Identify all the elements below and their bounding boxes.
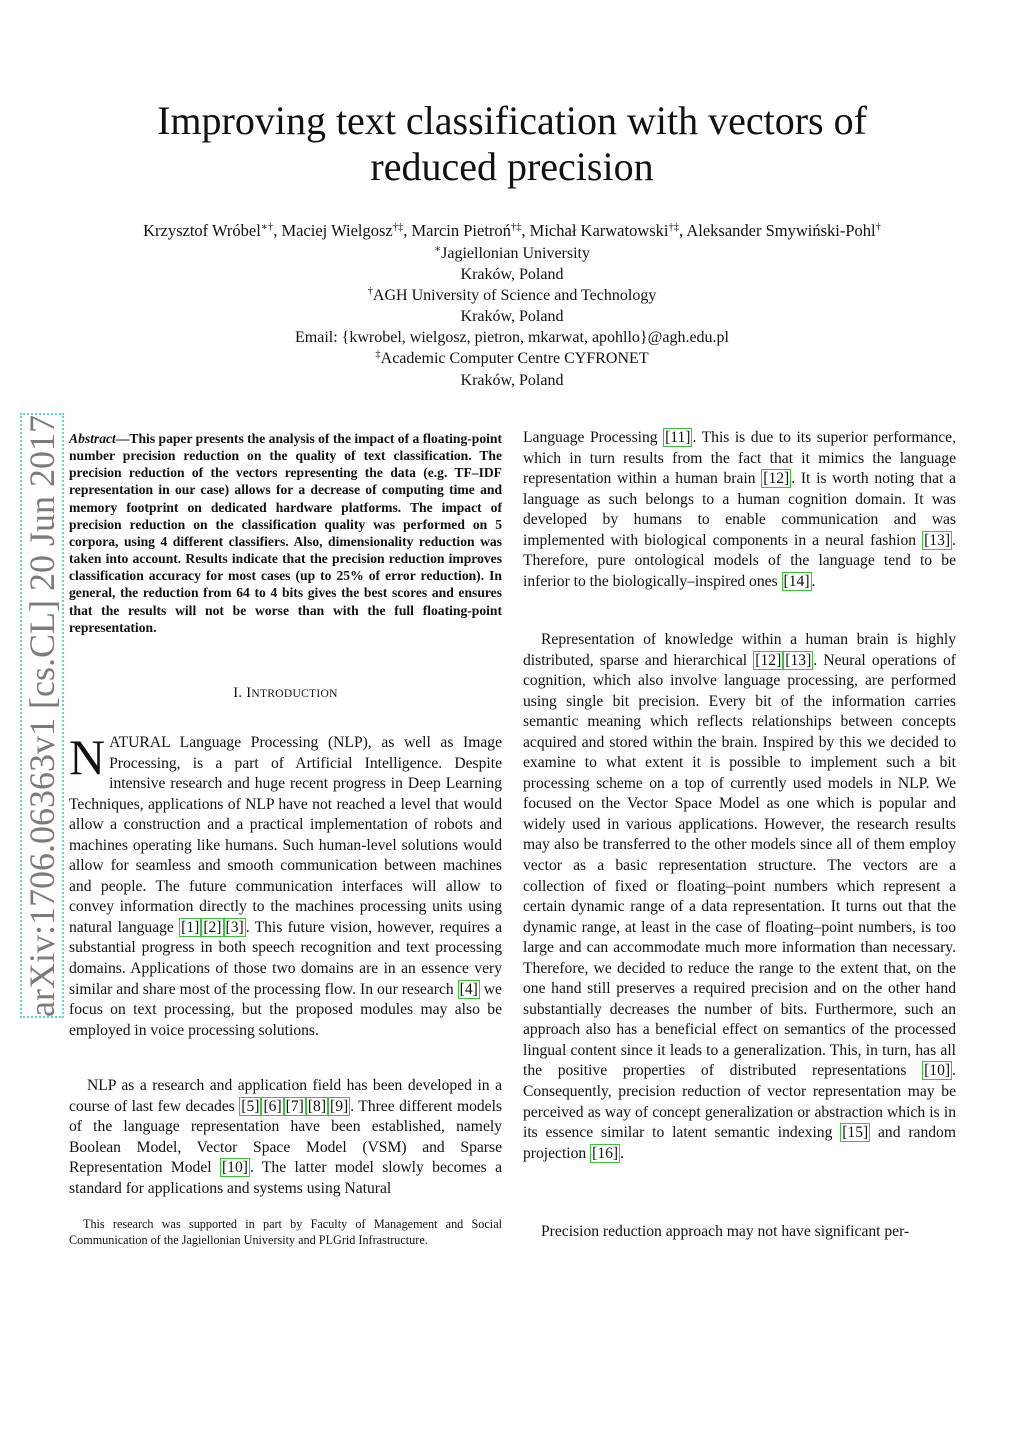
author-name: Krzysztof Wróbel	[143, 221, 261, 240]
footnote: This research was supported in part by Faculty of Management and Social Communication of the Jagiellonian University and PLGrid Infrastructure.	[69, 1217, 502, 1247]
author-name: Aleksander Smywiński-Pohl	[686, 221, 876, 240]
citation-link[interactable]: [6]	[263, 1097, 282, 1115]
author-mark: †‡	[510, 222, 522, 233]
affiliation-line: ‡Academic Computer Centre CYFRONET	[375, 349, 649, 368]
intro-paragraph-2: NLP as a research and application field has been developed in a course of last few decades [5] [6] [7] [8] [9] . Three different models of the language representation have been established, namely Boolean Model, Vector Space Model (VSM) and Sparse Representation Model [10] . The latter model slowly becomes a standard for applications and systems using Natural	[69, 1077, 502, 1197]
abstract-label: Abstract	[69, 431, 116, 446]
citation-link[interactable]: [3]	[225, 918, 244, 936]
section-heading: I. INTRODUCTION	[233, 685, 338, 701]
drop-cap: N	[69, 729, 106, 785]
citation-link[interactable]: [13]	[785, 651, 812, 669]
citation-link[interactable]: [12]	[755, 651, 782, 669]
author-mark: †	[875, 222, 881, 233]
citation-link[interactable]: [16]	[592, 1144, 619, 1162]
right-paragraph-1: Language Processing [11] . This is due to its superior performance, which in turn results from the fact that it mimics the language representation within a human brain [12] . It is worth noting that a language as such belongs to a human cognition domain. It was developed by humans to enable communication and was implemented with biological components in a neural fashion [13] . Therefore, pure ontological models of the language tend to be inferior to the biologically–inspired ones [14] .	[523, 429, 956, 590]
citation-link[interactable]: [7]	[285, 1097, 304, 1115]
affiliation-line: Kraków, Poland	[460, 266, 564, 284]
citation-link[interactable]: [13]	[924, 531, 951, 549]
affiliation-line: ∗Jagiellonian University	[434, 244, 590, 262]
author-name: Michał Karwatowski	[529, 221, 669, 240]
citation-link[interactable]: [14]	[783, 572, 810, 590]
citation-link[interactable]: [11]	[665, 429, 691, 446]
citation-link[interactable]: [5]	[241, 1097, 260, 1115]
email-line: Email: {kwrobel, wielgosz, pietron, mkarwat, apohllo}@agh.edu.pl	[295, 329, 729, 347]
citation-link[interactable]: [10]	[924, 1062, 951, 1080]
abstract: Abstract—This paper presents the analysis of the impact of a floating-point number precision reduction on the quality of text classification. The precision reduction of the vectors representing the data (e.g. TF–IDF representation in our case) allows for a decrease of computing time and memory footprint on dedicated hardware platforms. The impact of precision reduction on the classification quality was performed on 5 corpora, using 4 different classifiers. Also, dimensionality reduction was taken into account. Results indicate that the precision reduction improves classification accuracy for most cases (up to 25% of error reduction). In general, the reduction from 64 to 4 bits gives the best scores and ensures that the results will not be worse than with the full floating-point representation.	[69, 431, 503, 635]
citation-link[interactable]: [12]	[763, 470, 790, 488]
author-mark: †‡	[668, 222, 680, 233]
citation-link[interactable]: [10]	[221, 1159, 248, 1177]
author-mark: †‡	[392, 222, 404, 233]
right-paragraph-3: Precision reduction approach may not have significant per-	[541, 1223, 910, 1240]
citation-link[interactable]: [2]	[203, 918, 222, 936]
affiliation-line: Kraków, Poland	[460, 308, 564, 326]
citation-link[interactable]: [1]	[181, 918, 200, 936]
paper-title: Improving text classification with vectors of reduced precision	[157, 98, 867, 189]
intro-paragraph-1: NATURAL Language Processing (NLP), as well as Image Processing, is a part of Artificial Intelligence. Despite intensive research and huge recent progress in Deep Learning Techniques, applications of NLP have not reached a level that would allow a construction and a practical implementation of robots and machines operating like humans. Such human-level solutions would allow for seamless and smooth communication between machines and people. The future communication interfaces will allow to convey information directly to the machines processing units using natural language [1] [2] [3] . This future vision, however, requires a substantial progress in both speech recognition and text processing domains. Applications of those two domains are in an essence very similar and share most of the processing flow. In our research [4] we focus on text processing, but the proposed modules may also be employed in voice processing solutions.	[69, 729, 503, 1039]
affiliation-line: †AGH University of Science and Technology	[367, 286, 657, 305]
citation-link[interactable]: [4]	[459, 980, 478, 998]
citation-link[interactable]: [15]	[842, 1124, 869, 1142]
affiliations	[200, 243, 824, 391]
right-paragraph-2: Representation of knowledge within a human brain is highly distributed, sparse and hierarchical [12] [13] . Neural operations of cognition, which also involve language processing, are performed using single bit precision. Every bit of the information carries semantic meaning which reflects relationships between concepts acquired and stored within the brain. Inspired by this we decided to examine to what extent it is possible to implement such a bit processing scheme on a top of currently used models in NLP. We focused on the Vector Space Model as one which is popular and widely used in various applications. However, the research results may also be transferred to the other models since all of them employ vector as a basic representation structure. The vectors are a collection of fixed or floating–point numbers which represent a certain dynamic range of a data representation. It turns out that the dynamic range, at least in the case of floating–point numbers, is too large and can accommodate much more information than necessary. Therefore, we decided to reduce the range to the extent that, on the one hand still preserves a required precision and on the other hand substantially decreases the number of bits. Furthermore, such an approach also has a beneficial effect on semantics of the processed lingual content since it leads to a generalization. This, in turn, has all the positive properties of distributed representations [10] . Consequently, precision reduction of vector representation may be perceived as way of concept generalization or abstraction which is in its essence similar to latent semantic indexing [15] and random projection [16] .	[523, 631, 957, 1162]
author-mark: ∗†	[260, 222, 274, 233]
citation-link[interactable]: [9]	[330, 1097, 349, 1115]
author-list: Krzysztof Wróbel∗†, Maciej Wielgosz†‡, Marcin Pietroń†‡, Michał Karwatowski†‡, Aleksander Smywiński-Pohl†	[143, 221, 881, 240]
abstract-text: This paper presents the analysis of the impact of a floating-point number precision reduction on the quality of text classification. The precision reduction of the vectors representing the data (e.g. TF–IDF representation in our case) allows for a decrease of computing time and memory footprint on dedicated hardware platforms. The impact of precision reduction on the classification quality was performed on 5 corpora, using 4 different classifiers. Also, dimensionality reduction was taken into account. Results indicate that the precision reduction improves classification accuracy for most cases (up to 25% of error reduction). In general, the reduction from 64 to 4 bits gives the best scores and ensures that the results will not be worse than with the full floating-point representation.	[69, 431, 503, 635]
citation-link[interactable]: [8]	[307, 1097, 327, 1115]
author-name: Marcin Pietroń	[411, 221, 511, 240]
author-name: Maciej Wielgosz	[281, 221, 393, 240]
arxiv-stamp: arXiv:1706.06363v1 [cs.CL] 20 Jun 2017	[22, 415, 62, 1017]
affiliation-line: Kraków, Poland	[460, 371, 564, 389]
